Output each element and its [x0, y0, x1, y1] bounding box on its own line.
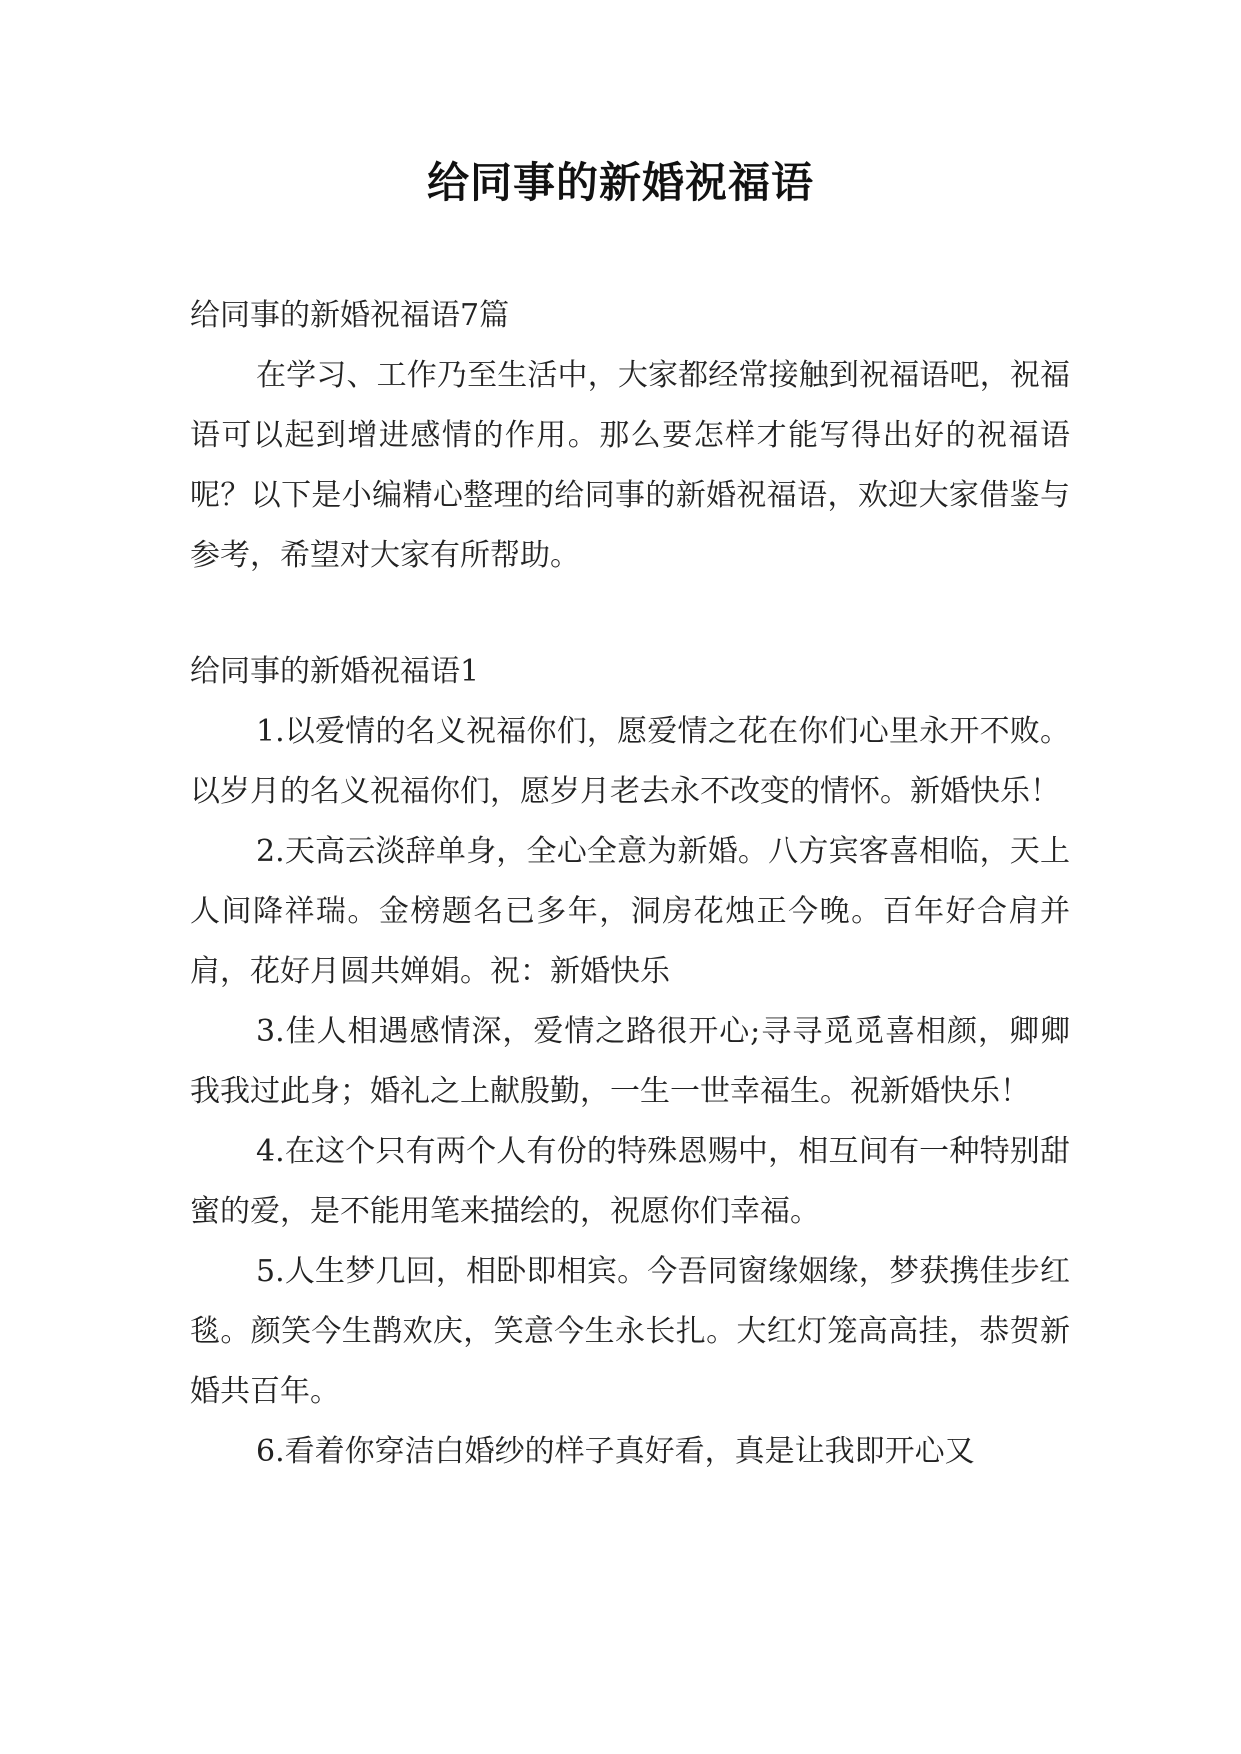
document-subtitle: 给同事的新婚祝福语7篇	[190, 298, 510, 333]
blessing-item-5: 5.人生梦几回，相卧即相宾。今吾同窗缘姻缘，梦获携佳步红毯。颜笑今生鹊欢庆，笑意今生永长扎。大红灯笼高高挂，恭贺新婚共百年。	[190, 1254, 1070, 1409]
intro-paragraph: 在学习、工作乃至生活中，大家都经常接触到祝福语吧，祝福语可以起到增进感情的作用。那么要怎样才能写得出好的祝福语呢？以下是小编精心整理的给同事的新婚祝福语，欢迎大家借鉴与参考，希望对大家有所帮助。	[190, 358, 1070, 573]
blessing-item-2: 2.天高云淡辞单身，全心全意为新婚。八方宾客喜相临，天上人间降祥瑞。金榜题名已多年，洞房花烛正今晚。百年好合肩并肩，花好月圆共婵娟。祝：新婚快乐	[190, 834, 1070, 989]
section-heading: 给同事的新婚祝福语1	[190, 654, 480, 689]
document-body	[190, 286, 1070, 1482]
blessing-item-4: 4.在这个只有两个人有份的特殊恩赐中，相互间有一种特别甜蜜的爱，是不能用笔来描绘的，祝愿你们幸福。	[190, 1134, 1070, 1229]
blessing-item-3: 3.佳人相遇感情深，爱情之路很开心;寻寻觅觅喜相颜，卿卿我我过此身；婚礼之上献殷勤，一生一世幸福生。祝新婚快乐！	[190, 1014, 1070, 1109]
blessing-item-6: 6.看着你穿洁白婚纱的样子真好看，真是让我即开心又	[256, 1434, 975, 1469]
page-title: 给同事的新婚祝福语	[426, 158, 814, 207]
blessing-item-1: 1.以爱情的名义祝福你们，愿爱情之花在你们心里永开不败。以岁月的名义祝福你们，愿岁月老去永不改变的情怀。新婚快乐！	[190, 714, 1070, 809]
section-spacer	[190, 586, 1070, 642]
